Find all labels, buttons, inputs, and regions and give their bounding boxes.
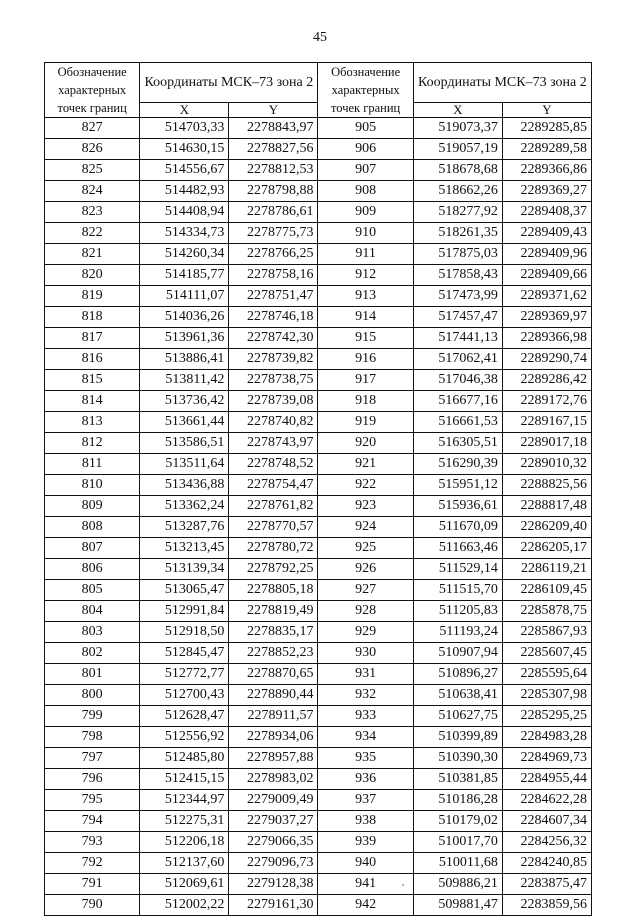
x-value-right: 516290,39 bbox=[413, 454, 502, 475]
y-value-right: 2289172,76 bbox=[502, 391, 591, 412]
point-id-right: 940 bbox=[318, 853, 413, 874]
x-value-left: 514036,26 bbox=[140, 307, 229, 328]
table-row bbox=[45, 727, 592, 748]
table-row bbox=[45, 139, 592, 160]
point-id-left: 799 bbox=[45, 706, 140, 727]
point-id-right: 934 bbox=[318, 727, 413, 748]
point-id-right: 918 bbox=[318, 391, 413, 412]
x-value-left: 512991,84 bbox=[140, 601, 229, 622]
point-id-left: 792 bbox=[45, 853, 140, 874]
point-id-left: 804 bbox=[45, 601, 140, 622]
y-value-right: 2289017,18 bbox=[502, 433, 591, 454]
y-value-right: 2289408,37 bbox=[502, 202, 591, 223]
table-row bbox=[45, 412, 592, 433]
y-value-right: 2285867,93 bbox=[502, 622, 591, 643]
y-value-right: 2286209,40 bbox=[502, 517, 591, 538]
point-id-right: 912 bbox=[318, 265, 413, 286]
x-value-right: 517858,43 bbox=[413, 265, 502, 286]
y-value-right: 2289409,66 bbox=[502, 265, 591, 286]
table-row bbox=[45, 790, 592, 811]
point-id-left: 811 bbox=[45, 454, 140, 475]
table-row bbox=[45, 244, 592, 265]
x-value-left: 513811,42 bbox=[140, 370, 229, 391]
point-id-left: 814 bbox=[45, 391, 140, 412]
point-id-left: 790 bbox=[45, 895, 140, 916]
point-id-right: 937 bbox=[318, 790, 413, 811]
table-row bbox=[45, 202, 592, 223]
y-value-right: 2283859,56 bbox=[502, 895, 591, 916]
point-id-left: 795 bbox=[45, 790, 140, 811]
x-value-left: 513886,41 bbox=[140, 349, 229, 370]
point-id-left: 823 bbox=[45, 202, 140, 223]
y-value-right: 2289369,27 bbox=[502, 181, 591, 202]
table-row bbox=[45, 223, 592, 244]
point-id-left: 824 bbox=[45, 181, 140, 202]
point-id-right: 916 bbox=[318, 349, 413, 370]
point-id-left: 809 bbox=[45, 496, 140, 517]
table-row bbox=[45, 538, 592, 559]
x-value-right: 510011,68 bbox=[413, 853, 502, 874]
y-value-left: 2278934,06 bbox=[229, 727, 318, 748]
point-id-right: 910 bbox=[318, 223, 413, 244]
point-id-left: 794 bbox=[45, 811, 140, 832]
y-value-right: 2285295,25 bbox=[502, 706, 591, 727]
y-value-left: 2278740,82 bbox=[229, 412, 318, 433]
point-id-right: 930 bbox=[318, 643, 413, 664]
point-id-right: 917 bbox=[318, 370, 413, 391]
y-value-left: 2278761,82 bbox=[229, 496, 318, 517]
x-value-left: 514334,73 bbox=[140, 223, 229, 244]
y-value-right: 2286205,17 bbox=[502, 538, 591, 559]
table-row bbox=[45, 664, 592, 685]
point-id-right: 925 bbox=[318, 538, 413, 559]
coordinates-table bbox=[44, 62, 592, 916]
y-value-right: 2289369,97 bbox=[502, 307, 591, 328]
point-id-left: 793 bbox=[45, 832, 140, 853]
x-value-right: 510390,30 bbox=[413, 748, 502, 769]
x-value-right: 510627,75 bbox=[413, 706, 502, 727]
table-row bbox=[45, 181, 592, 202]
x-value-right: 516305,51 bbox=[413, 433, 502, 454]
y-value-right: 2286119,21 bbox=[502, 559, 591, 580]
y-value-left: 2278739,08 bbox=[229, 391, 318, 412]
x-value-right: 511205,83 bbox=[413, 601, 502, 622]
x-value-right: 516677,16 bbox=[413, 391, 502, 412]
table-row bbox=[45, 874, 592, 895]
x-value-left: 512206,18 bbox=[140, 832, 229, 853]
table-row bbox=[45, 517, 592, 538]
x-value-left: 514630,15 bbox=[140, 139, 229, 160]
x-value-right: 511193,24 bbox=[413, 622, 502, 643]
y-value-right: 2285595,64 bbox=[502, 664, 591, 685]
y-value-left: 2278983,02 bbox=[229, 769, 318, 790]
x-value-left: 513961,36 bbox=[140, 328, 229, 349]
table-row bbox=[45, 559, 592, 580]
y-value-right: 2284983,28 bbox=[502, 727, 591, 748]
y-value-left: 2278775,73 bbox=[229, 223, 318, 244]
x-value-right: 519057,19 bbox=[413, 139, 502, 160]
x-value-right: 510179,02 bbox=[413, 811, 502, 832]
x-value-right: 510907,94 bbox=[413, 643, 502, 664]
table-row bbox=[45, 601, 592, 622]
x-value-left: 512137,60 bbox=[140, 853, 229, 874]
x-value-right: 511529,14 bbox=[413, 559, 502, 580]
point-id-left: 813 bbox=[45, 412, 140, 433]
x-value-left: 513065,47 bbox=[140, 580, 229, 601]
x-value-left: 513436,88 bbox=[140, 475, 229, 496]
point-id-left: 816 bbox=[45, 349, 140, 370]
x-value-right: 510896,27 bbox=[413, 664, 502, 685]
point-id-left: 817 bbox=[45, 328, 140, 349]
x-value-left: 512628,47 bbox=[140, 706, 229, 727]
point-id-left: 815 bbox=[45, 370, 140, 391]
x-value-left: 512415,15 bbox=[140, 769, 229, 790]
x-value-left: 512344,97 bbox=[140, 790, 229, 811]
coords-header-left: Координаты МСК–73 зона 2 bbox=[140, 63, 318, 103]
y-value-right: 2285607,45 bbox=[502, 643, 591, 664]
y-value-left: 2278786,61 bbox=[229, 202, 318, 223]
point-id-right: 924 bbox=[318, 517, 413, 538]
x-value-left: 513511,64 bbox=[140, 454, 229, 475]
point-id-left: 807 bbox=[45, 538, 140, 559]
x-value-left: 512485,80 bbox=[140, 748, 229, 769]
y-value-left: 2278748,52 bbox=[229, 454, 318, 475]
x-value-right: 518261,35 bbox=[413, 223, 502, 244]
y-value-right: 2289010,32 bbox=[502, 454, 591, 475]
x-value-left: 514408,94 bbox=[140, 202, 229, 223]
x-value-left: 513586,51 bbox=[140, 433, 229, 454]
y-value-left: 2278819,49 bbox=[229, 601, 318, 622]
point-id-left: 791 bbox=[45, 874, 140, 895]
y-value-left: 2278957,88 bbox=[229, 748, 318, 769]
x-value-right: 517875,03 bbox=[413, 244, 502, 265]
table-row bbox=[45, 832, 592, 853]
x-value-right: 517441,13 bbox=[413, 328, 502, 349]
y-value-left: 2278812,53 bbox=[229, 160, 318, 181]
x-value-right: 518662,26 bbox=[413, 181, 502, 202]
point-id-right: 906 bbox=[318, 139, 413, 160]
y-value-right: 2289366,86 bbox=[502, 160, 591, 181]
table-row bbox=[45, 349, 592, 370]
x-value-right: 510399,89 bbox=[413, 727, 502, 748]
y-value-left: 2278766,25 bbox=[229, 244, 318, 265]
point-id-right: 932 bbox=[318, 685, 413, 706]
point-id-right: 922 bbox=[318, 475, 413, 496]
table-row bbox=[45, 496, 592, 517]
x-value-left: 513661,44 bbox=[140, 412, 229, 433]
x-value-right: 518277,92 bbox=[413, 202, 502, 223]
x-value-left: 513736,42 bbox=[140, 391, 229, 412]
y-value-right: 2283875,47 bbox=[502, 874, 591, 895]
x-value-right: 517457,47 bbox=[413, 307, 502, 328]
point-id-right: 914 bbox=[318, 307, 413, 328]
point-id-left: 797 bbox=[45, 748, 140, 769]
point-id-right: 908 bbox=[318, 181, 413, 202]
table-row bbox=[45, 895, 592, 916]
point-id-right: 933 bbox=[318, 706, 413, 727]
point-id-left: 820 bbox=[45, 265, 140, 286]
x-value-left: 514556,67 bbox=[140, 160, 229, 181]
y-value-left: 2279128,38 bbox=[229, 874, 318, 895]
x-value-left: 512275,31 bbox=[140, 811, 229, 832]
x-value-right: 510186,28 bbox=[413, 790, 502, 811]
x-value-right: 510638,41 bbox=[413, 685, 502, 706]
y-value-left: 2279009,49 bbox=[229, 790, 318, 811]
y-value-right: 2289167,15 bbox=[502, 412, 591, 433]
y-value-left: 2278870,65 bbox=[229, 664, 318, 685]
y-value-right: 2289366,98 bbox=[502, 328, 591, 349]
table-row bbox=[45, 454, 592, 475]
x-value-left: 514703,33 bbox=[140, 118, 229, 139]
y-value-right: 2289371,62 bbox=[502, 286, 591, 307]
point-id-right: 926 bbox=[318, 559, 413, 580]
y-value-left: 2278911,57 bbox=[229, 706, 318, 727]
point-id-right: 942 bbox=[318, 895, 413, 916]
x-value-left: 513213,45 bbox=[140, 538, 229, 559]
y-value-left: 2278739,82 bbox=[229, 349, 318, 370]
y-value-right: 2286109,45 bbox=[502, 580, 591, 601]
point-header-left: Обозначение характерных точек границ bbox=[45, 63, 140, 118]
point-id-left: 798 bbox=[45, 727, 140, 748]
table-row bbox=[45, 118, 592, 139]
point-id-right: 921 bbox=[318, 454, 413, 475]
y-value-right: 2284240,85 bbox=[502, 853, 591, 874]
y-value-right: 2284622,28 bbox=[502, 790, 591, 811]
table-row bbox=[45, 307, 592, 328]
point-header-right: Обозначение характерных точек границ bbox=[318, 63, 413, 118]
point-id-left: 796 bbox=[45, 769, 140, 790]
x-value-left: 514260,34 bbox=[140, 244, 229, 265]
point-id-right: 911 bbox=[318, 244, 413, 265]
table-row bbox=[45, 391, 592, 412]
table-row bbox=[45, 622, 592, 643]
coordinates-table-body bbox=[45, 118, 592, 916]
table-row bbox=[45, 580, 592, 601]
point-id-right: 931 bbox=[318, 664, 413, 685]
point-id-left: 825 bbox=[45, 160, 140, 181]
y-value-left: 2279096,73 bbox=[229, 853, 318, 874]
point-id-left: 803 bbox=[45, 622, 140, 643]
x-value-left: 514111,07 bbox=[140, 286, 229, 307]
table-row bbox=[45, 328, 592, 349]
point-id-left: 822 bbox=[45, 223, 140, 244]
point-id-left: 806 bbox=[45, 559, 140, 580]
y-value-right: 2289285,85 bbox=[502, 118, 591, 139]
table-row bbox=[45, 685, 592, 706]
x-value-left: 512918,50 bbox=[140, 622, 229, 643]
point-id-right: 938 bbox=[318, 811, 413, 832]
point-id-right: 941 bbox=[318, 874, 413, 895]
point-id-right: 909 bbox=[318, 202, 413, 223]
x-value-left: 512556,92 bbox=[140, 727, 229, 748]
y-value-left: 2278738,75 bbox=[229, 370, 318, 391]
y-header-right: Y bbox=[502, 103, 591, 118]
y-value-right: 2289409,43 bbox=[502, 223, 591, 244]
point-id-left: 821 bbox=[45, 244, 140, 265]
x-value-left: 512772,77 bbox=[140, 664, 229, 685]
x-value-right: 518678,68 bbox=[413, 160, 502, 181]
x-value-right: 511670,09 bbox=[413, 517, 502, 538]
point-id-right: 928 bbox=[318, 601, 413, 622]
y-value-left: 2278792,25 bbox=[229, 559, 318, 580]
y-value-right: 2284955,44 bbox=[502, 769, 591, 790]
y-value-left: 2278843,97 bbox=[229, 118, 318, 139]
x-value-right: 517062,41 bbox=[413, 349, 502, 370]
point-id-left: 801 bbox=[45, 664, 140, 685]
y-value-right: 2285878,75 bbox=[502, 601, 591, 622]
y-value-right: 2289290,74 bbox=[502, 349, 591, 370]
y-value-right: 2288817,48 bbox=[502, 496, 591, 517]
point-id-right: 915 bbox=[318, 328, 413, 349]
x-value-left: 512700,43 bbox=[140, 685, 229, 706]
y-value-left: 2278805,18 bbox=[229, 580, 318, 601]
x-value-right: 511663,46 bbox=[413, 538, 502, 559]
y-value-left: 2278890,44 bbox=[229, 685, 318, 706]
point-id-right: 936 bbox=[318, 769, 413, 790]
y-value-right: 2284969,73 bbox=[502, 748, 591, 769]
y-value-left: 2278827,56 bbox=[229, 139, 318, 160]
point-id-right: 939 bbox=[318, 832, 413, 853]
point-id-left: 800 bbox=[45, 685, 140, 706]
point-id-right: 919 bbox=[318, 412, 413, 433]
x-value-right: 516661,53 bbox=[413, 412, 502, 433]
y-value-left: 2279066,35 bbox=[229, 832, 318, 853]
y-value-right: 2289286,42 bbox=[502, 370, 591, 391]
point-id-right: 920 bbox=[318, 433, 413, 454]
table-row bbox=[45, 265, 592, 286]
x-value-right: 515951,12 bbox=[413, 475, 502, 496]
x-value-right: 510381,85 bbox=[413, 769, 502, 790]
y-value-left: 2278743,97 bbox=[229, 433, 318, 454]
x-value-left: 512845,47 bbox=[140, 643, 229, 664]
table-row bbox=[45, 811, 592, 832]
y-value-left: 2278798,88 bbox=[229, 181, 318, 202]
point-id-right: 923 bbox=[318, 496, 413, 517]
x-value-right: 517473,99 bbox=[413, 286, 502, 307]
y-value-right: 2289289,58 bbox=[502, 139, 591, 160]
x-value-left: 514482,93 bbox=[140, 181, 229, 202]
y-value-left: 2278746,18 bbox=[229, 307, 318, 328]
x-value-left: 513287,76 bbox=[140, 517, 229, 538]
point-id-left: 808 bbox=[45, 517, 140, 538]
point-id-left: 819 bbox=[45, 286, 140, 307]
point-id-left: 812 bbox=[45, 433, 140, 454]
table-row bbox=[45, 475, 592, 496]
y-value-right: 2288825,56 bbox=[502, 475, 591, 496]
x-value-right: 510017,70 bbox=[413, 832, 502, 853]
y-value-right: 2285307,98 bbox=[502, 685, 591, 706]
table-row bbox=[45, 433, 592, 454]
table-row bbox=[45, 748, 592, 769]
x-value-right: 519073,37 bbox=[413, 118, 502, 139]
table-row bbox=[45, 769, 592, 790]
x-value-left: 513139,34 bbox=[140, 559, 229, 580]
y-value-left: 2279161,30 bbox=[229, 895, 318, 916]
table-row bbox=[45, 160, 592, 181]
table-row bbox=[45, 370, 592, 391]
x-value-left: 512069,61 bbox=[140, 874, 229, 895]
y-value-left: 2278835,17 bbox=[229, 622, 318, 643]
point-id-right: 913 bbox=[318, 286, 413, 307]
y-value-left: 2278751,47 bbox=[229, 286, 318, 307]
x-value-right: 517046,38 bbox=[413, 370, 502, 391]
page-number: 45 bbox=[313, 30, 327, 45]
y-header-left: Y bbox=[229, 103, 318, 118]
point-id-right: 929 bbox=[318, 622, 413, 643]
y-value-left: 2278754,47 bbox=[229, 475, 318, 496]
x-header-left: X bbox=[140, 103, 229, 118]
point-id-left: 818 bbox=[45, 307, 140, 328]
point-id-left: 810 bbox=[45, 475, 140, 496]
x-value-right: 509881,47 bbox=[413, 895, 502, 916]
x-value-left: 512002,22 bbox=[140, 895, 229, 916]
point-id-left: 826 bbox=[45, 139, 140, 160]
point-id-right: 907 bbox=[318, 160, 413, 181]
y-value-left: 2278758,16 bbox=[229, 265, 318, 286]
point-id-right: 927 bbox=[318, 580, 413, 601]
x-value-right: 515936,61 bbox=[413, 496, 502, 517]
x-value-left: 513362,24 bbox=[140, 496, 229, 517]
x-value-left: 514185,77 bbox=[140, 265, 229, 286]
coords-header-right: Координаты МСК–73 зона 2 bbox=[413, 63, 591, 103]
point-id-right: 905 bbox=[318, 118, 413, 139]
y-value-left: 2278770,57 bbox=[229, 517, 318, 538]
table-row bbox=[45, 853, 592, 874]
table-row bbox=[45, 643, 592, 664]
table-row bbox=[45, 706, 592, 727]
y-value-right: 2284607,34 bbox=[502, 811, 591, 832]
x-value-right: 509886,21 bbox=[413, 874, 502, 895]
point-id-left: 805 bbox=[45, 580, 140, 601]
y-value-left: 2278852,23 bbox=[229, 643, 318, 664]
point-id-left: 802 bbox=[45, 643, 140, 664]
stray-mark bbox=[402, 884, 404, 886]
point-id-left: 827 bbox=[45, 118, 140, 139]
point-id-right: 935 bbox=[318, 748, 413, 769]
x-value-right: 511515,70 bbox=[413, 580, 502, 601]
y-value-left: 2278742,30 bbox=[229, 328, 318, 349]
y-value-left: 2278780,72 bbox=[229, 538, 318, 559]
y-value-right: 2284256,32 bbox=[502, 832, 591, 853]
y-value-right: 2289409,96 bbox=[502, 244, 591, 265]
y-value-left: 2279037,27 bbox=[229, 811, 318, 832]
table-row bbox=[45, 286, 592, 307]
x-header-right: X bbox=[413, 103, 502, 118]
